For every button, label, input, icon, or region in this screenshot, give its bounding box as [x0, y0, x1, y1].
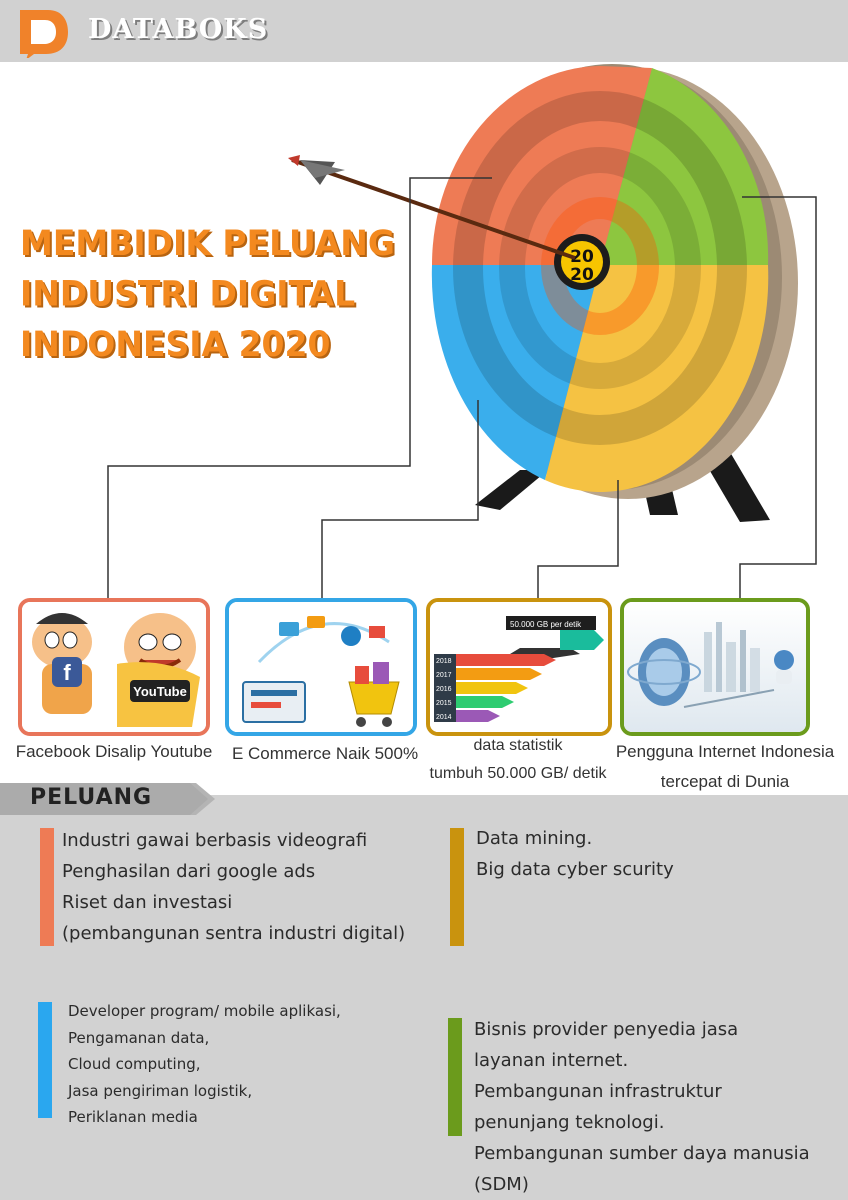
brand-name: DATABOKS [88, 14, 269, 45]
card-facebook-youtube [18, 598, 210, 736]
list-item: Data mining. [476, 828, 593, 849]
shopping-cart-icon [349, 682, 399, 714]
list-item: penunjang teknologi. [474, 1112, 665, 1133]
section-title: PELUANG [30, 785, 153, 810]
gold-accent-bar [450, 828, 464, 946]
card-data-statistik [426, 598, 612, 736]
year-label: 2015 [436, 700, 452, 707]
title-line-2: INDUSTRI DIGITAL [20, 273, 356, 314]
year-label: 2014 [436, 714, 452, 721]
card-caption-data-line-2: tumbuh 50.000 GB/ detik [429, 765, 607, 782]
list-item: (SDM) [474, 1174, 529, 1195]
facebook-youtube-illustration [22, 602, 206, 732]
card-ecommerce [225, 598, 417, 736]
list-item: Pembangunan infrastruktur [474, 1081, 722, 1102]
facebook-badge-letter: f [63, 660, 71, 685]
internet-users-illustration [624, 602, 806, 732]
list-item: Developer program/ mobile aplikasi, [68, 1002, 341, 1020]
globe-icon [341, 626, 361, 646]
blue-accent-bar [38, 1002, 52, 1118]
list-item: Cloud computing, [68, 1055, 201, 1073]
card-caption-facebook: Facebook Disalip Youtube [15, 742, 213, 761]
list-item: Periklanan media [68, 1108, 198, 1126]
target-rings [432, 66, 768, 492]
year-label: 2016 [436, 686, 452, 693]
ecommerce-illustration [229, 602, 413, 732]
list-item: Riset dan investasi [62, 892, 233, 913]
card-pengguna-internet [620, 598, 810, 736]
list-item: Bisnis provider penyedia jasa [474, 1019, 739, 1040]
list-item: Jasa pengiriman logistik, [68, 1081, 253, 1100]
target-center-label-top: 20 [570, 247, 594, 267]
list-item: Big data cyber scurity [476, 859, 674, 880]
card-caption-internet-line-1: Pengguna Internet Indonesia [615, 742, 835, 761]
green-accent-bar [448, 1018, 462, 1136]
title-line-3: INDONESIA 2020 [20, 323, 331, 365]
databoks-logo-icon [18, 6, 70, 58]
list-item: (pembangunan sentra industri digital) [62, 923, 406, 944]
list-item: Penghasilan dari google ads [62, 861, 316, 882]
list-item: Industri gawai berbasis videografi [62, 830, 368, 851]
card-caption-ecommerce: E Commerce Naik 500% [231, 744, 419, 763]
card-caption-data-line-1: data statistik [473, 737, 563, 754]
target-center-label-bottom: 20 [570, 265, 594, 285]
list-green [474, 1014, 810, 1200]
list-item: layanan internet. [474, 1050, 629, 1071]
year-label: 2018 [436, 658, 452, 665]
page-title [20, 218, 395, 369]
year-label: 2017 [436, 672, 452, 679]
chart-top-label: 50.000 GB per detik [510, 620, 582, 629]
list-item: Pengamanan data, [68, 1028, 210, 1047]
list-orange [62, 825, 405, 949]
card-caption-internet-line-2: tercepat di Dunia [660, 772, 790, 791]
orange-accent-bar [40, 828, 54, 946]
youtube-badge-text: YouTube [133, 684, 187, 699]
list-item: Pembangunan sumber daya manusia [474, 1143, 810, 1164]
data-growth-chart [430, 602, 608, 732]
list-gold [476, 823, 674, 885]
list-blue [68, 998, 341, 1131]
header-bar [0, 0, 848, 62]
title-line-1: MEMBIDIK PELUANG [20, 222, 395, 264]
